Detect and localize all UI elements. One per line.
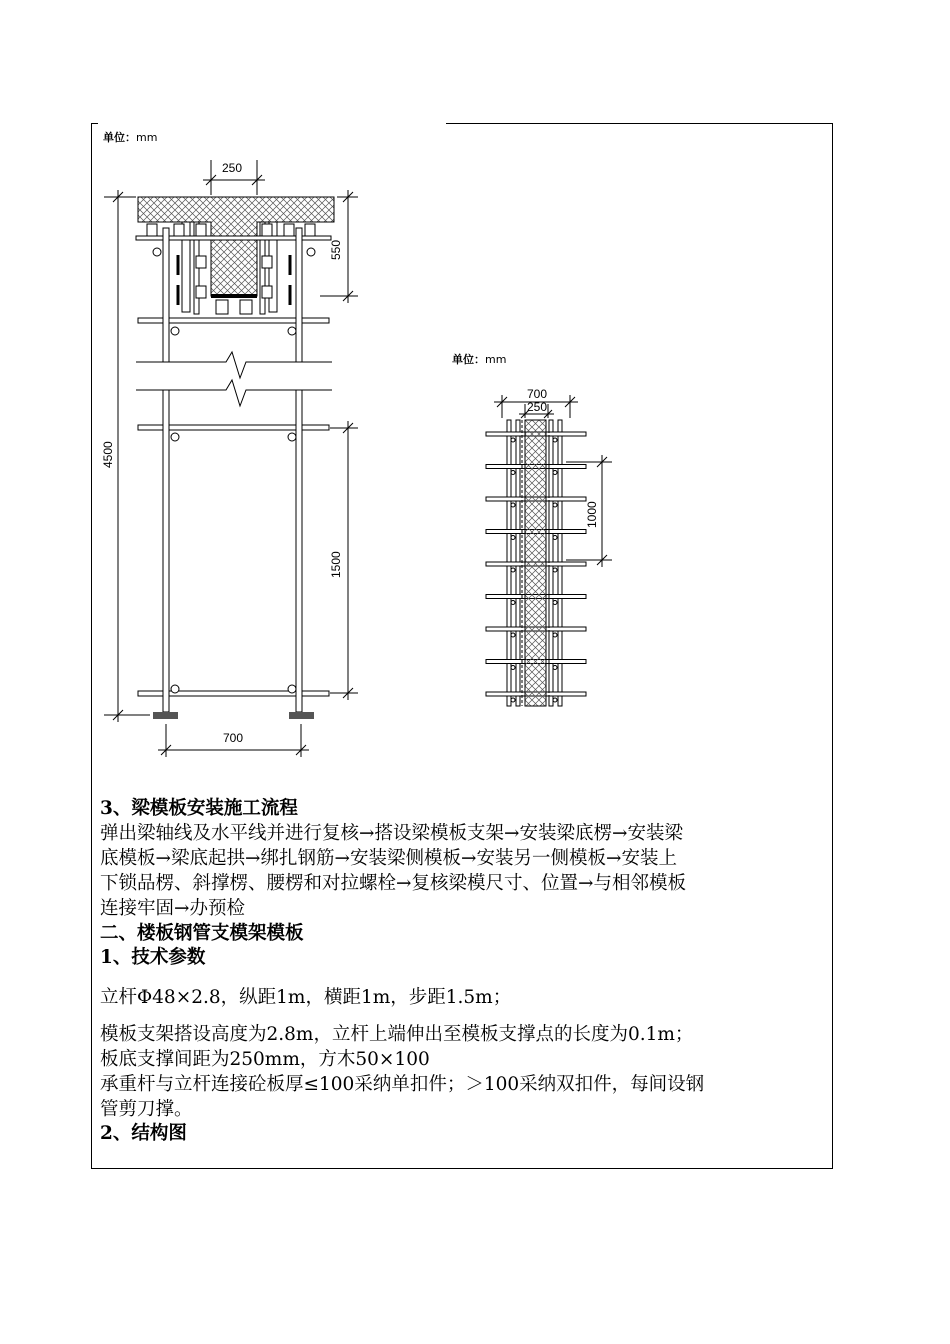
process-line: 下锁品楞、斜撑楞、腰楞和对拉螺栓→复核梁模尺寸、位置→与相邻模板 (100, 873, 687, 894)
section3-heading: 3、梁模板安装施工流程 (100, 798, 298, 819)
part2-heading: 二、楼板钢管支模架模板 (100, 923, 304, 944)
plan-clamp (553, 601, 557, 605)
beam-strip (525, 420, 546, 706)
dim-plan-1000: 1000 (585, 501, 599, 528)
plan-clamp (553, 536, 557, 540)
process-line: 连接牢固→办预检 (100, 898, 246, 919)
param-line: 管剪刀撑。 (100, 1099, 193, 1120)
param-line: 承重杆与立杆连接砼板厚≤100采纳单扣件；＞100采纳双扣件，每间设钢 (100, 1074, 705, 1095)
plan-clamp (511, 536, 515, 540)
plan-clamp (553, 438, 557, 442)
plan-clamp (553, 471, 557, 475)
process-line: 底模板→梁底起拱→绑扎钢筋→安装梁侧模板→安装另一侧模板→安装上 (100, 848, 678, 869)
drawing1-unit-label: 单位： (103, 131, 136, 144)
param-line: 板底支撑间距为250mm，方木50×100 (100, 1049, 430, 1070)
plan-clamp (511, 438, 515, 442)
dim-550: 550 (329, 239, 343, 260)
dim-700: 700 (223, 731, 244, 745)
plan-clamp (511, 666, 515, 670)
param-line: 立杆Φ48×2.8，纵距1m，横距1m，步距1.5m； (100, 987, 512, 1008)
plan-clamp (553, 698, 557, 702)
plan-clamp (511, 568, 515, 572)
plan-clamp (511, 633, 515, 637)
plan-clamp (553, 568, 557, 572)
plan-clamp (511, 471, 515, 475)
plan-clamp (511, 698, 515, 702)
drawing2-unit-value: mm (485, 353, 507, 366)
drawing1-unit-value: mm (136, 131, 158, 144)
dim-1500: 1500 (329, 551, 343, 578)
process-line: 弹出梁轴线及水平线并进行复核→搭设梁模板支架→安装梁底楞→安装梁 (100, 823, 684, 844)
tech-heading: 1、技术参数 (100, 947, 206, 968)
plan-clamp (511, 601, 515, 605)
plan-clamp (553, 633, 557, 637)
dim-4500: 4500 (101, 441, 115, 468)
param-line: 模板支架搭设高度为2.8m，立杆上端伸出至模板支撑点的长度为0.1m； (100, 1024, 694, 1045)
plan-clamp (511, 503, 515, 507)
plan-clamp (553, 666, 557, 670)
struct-heading: 2、结构图 (100, 1123, 187, 1144)
plan-clamp (553, 503, 557, 507)
dim-plan-250: 250 (527, 400, 548, 414)
dim-250: 250 (222, 161, 243, 175)
dim-plan-700: 700 (527, 387, 548, 401)
drawing2-unit-label: 单位： (452, 353, 485, 366)
